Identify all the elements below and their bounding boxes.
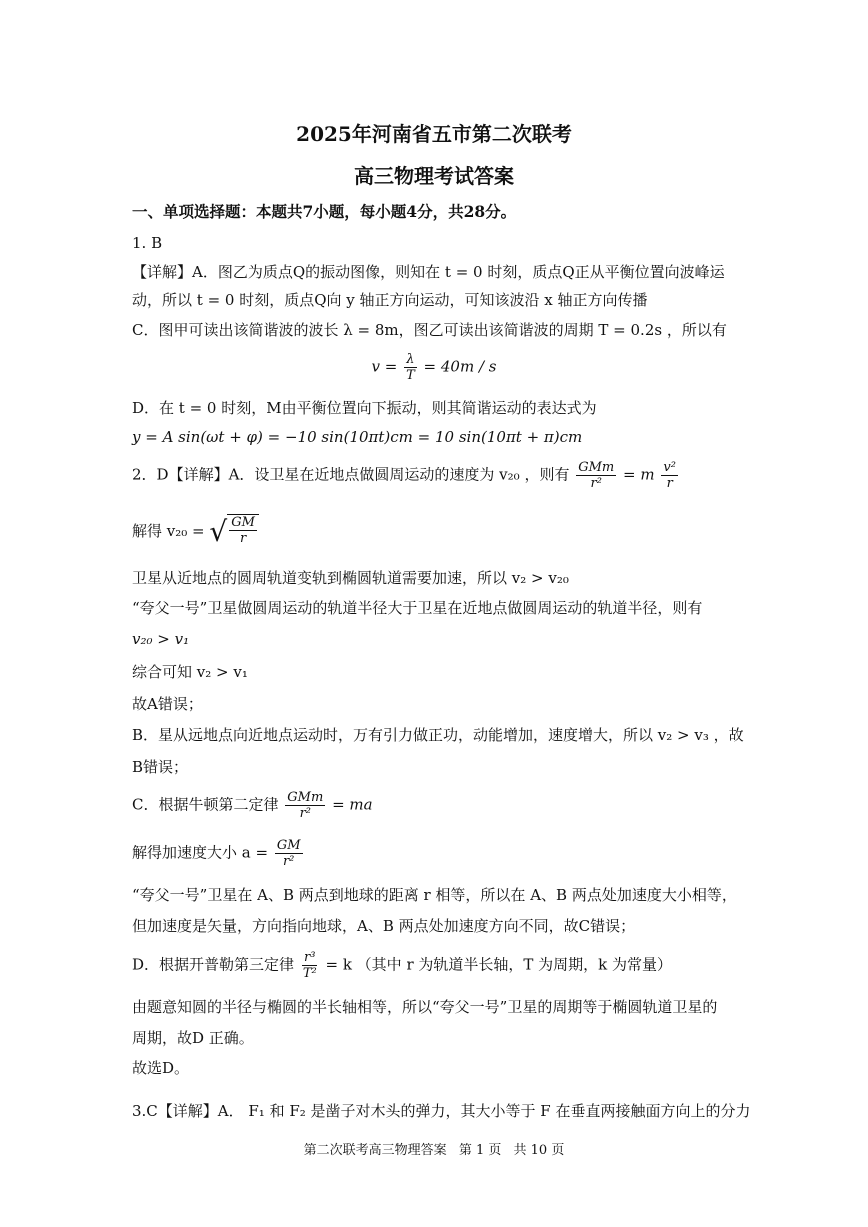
q1-line-3: C．图甲可读出该简谐波的波长 λ = 8m，图乙可读出该简谐波的周期 T = 0.2s ，所以有 xyxy=(132,321,727,339)
q2-l2-fraction xyxy=(229,515,257,550)
footer-text: 第二次联考高三物理答案 xyxy=(303,1143,447,1158)
q1-eq-rhs: = 40m / s xyxy=(423,357,497,376)
q1-eq-denominator: T xyxy=(406,368,415,383)
q1-eq-numerator: λ xyxy=(406,352,415,367)
q2-l14-fraction xyxy=(301,950,319,981)
q2-line-8: B．星从远地点向近地点运动时，万有引力做正功，动能增加，速度增大，所以 v₂ > v₃ ，故 xyxy=(132,726,744,744)
q1-line-2: 动，所以 t = 0 时刻，质点Q向 y 轴正方向运动，可知该波沿 x 轴正方向传播 xyxy=(132,291,648,309)
q2-l2-text: 解得 v₂₀ = xyxy=(132,522,205,540)
q2-l1-text: 2．D【详解】A．设卫星在近地点做圆周运动的速度为 v₂₀ ，则有 xyxy=(132,465,570,484)
q2-l1-mid: = m xyxy=(623,465,655,484)
q2-l1-f1-num: GMm xyxy=(578,460,615,475)
q2-l11-fraction xyxy=(275,838,303,869)
q1-line-4: D．在 t = 0 时刻，M由平衡位置向下振动，则其简谐运动的表达式为 xyxy=(132,399,597,417)
q2-l2-num: GM xyxy=(231,515,255,530)
q2-l1-f2-num: v² xyxy=(663,460,676,475)
q2-l14-post: = k （其中 r 为轨道半长轴，T 为周期，k 为常量） xyxy=(325,955,673,974)
q2-line-15: 由题意知圆的半径与椭圆的半长轴相等，所以“夸父一号”卫星的周期等于椭圆轨道卫星的 xyxy=(132,998,718,1016)
q2-l1-f2-den: r xyxy=(666,476,673,491)
q2-l10-text: C．根据牛顿第二定律 xyxy=(132,795,279,814)
q1-equation xyxy=(0,352,868,383)
q1-line-5: y = A sin(ωt + φ) = −10 sin(10πt)cm = 10 sin(10πt + π)cm xyxy=(132,428,583,446)
q2-line-4: “夸父一号”卫星做圆周运动的轨道半径大于卫星在近地点做圆周运动的轨道半径，则有 xyxy=(132,599,703,617)
q2-l1-fraction-2 xyxy=(661,460,678,491)
q2-l14-text: D．根据开普勒第三定律 xyxy=(132,955,295,974)
q2-l11-text: 解得加速度大小 a = xyxy=(132,843,269,862)
document-subtitle: 高三物理考试答案 xyxy=(354,164,514,188)
page-footer xyxy=(0,1139,868,1158)
q2-line-10 xyxy=(132,790,373,821)
q1-answer: 1. B xyxy=(132,234,163,252)
q2-l2-den: r xyxy=(239,531,247,546)
q2-l10-fraction xyxy=(285,790,325,821)
document-title: 2025年河南省五市第二次联考 xyxy=(296,122,572,146)
q3-line-1: 3.C【详解】A． F₁ 和 F₂ 是凿子对木头的弹力，其大小等于 F 在垂直两接触面方向上的分力 xyxy=(132,1102,751,1120)
q2-l14-num: r³ xyxy=(304,950,316,965)
q2-l1-f1-den: r² xyxy=(590,476,602,491)
q2-line-2 xyxy=(132,514,259,550)
q2-line-12: “夸父一号”卫星在 A、B 两点到地球的距离 r 相等，所以在 A、B 两点处加速度大小相等， xyxy=(132,886,737,904)
q2-line-7: 故A错误； xyxy=(132,695,203,713)
sqrt-icon: √ xyxy=(209,515,228,548)
q2-line-5: v₂₀ > v₁ xyxy=(132,630,190,648)
q2-l11-num: GM xyxy=(276,838,301,853)
q2-l10-num: GMm xyxy=(287,790,324,805)
q2-line-17: 故选D。 xyxy=(132,1059,190,1077)
q2-l11-den: r² xyxy=(282,854,295,869)
q2-l2-sqrt xyxy=(209,514,259,550)
q2-line-16: 周期，故D 正确。 xyxy=(132,1029,254,1047)
q2-l14-den: T² xyxy=(302,966,317,981)
section-heading: 一、单项选择题：本题共7小题，每小题4分，共28分。 xyxy=(132,202,517,221)
q2-line-14 xyxy=(132,950,672,981)
q2-line-13: 但加速度是矢量，方向指向地球，A、B 两点处加速度方向不同，故C错误； xyxy=(132,917,636,935)
q1-eq-lhs: v = xyxy=(371,357,398,376)
q1-eq-fraction xyxy=(404,352,417,383)
q2-line-11 xyxy=(132,838,305,869)
q2-line-3: 卫星从近地点的圆周轨道变轨到椭圆轨道需要加速，所以 v₂ > v₂₀ xyxy=(132,569,569,587)
footer-page-number: 第 1 页 xyxy=(458,1143,502,1158)
q2-l10-post: = ma xyxy=(332,795,373,814)
q2-line-9: B错误； xyxy=(132,758,189,776)
q2-l10-den: r² xyxy=(299,806,311,821)
footer-total-pages: 共 10 页 xyxy=(513,1143,565,1158)
q1-line-1: 【详解】A．图乙为质点Q的振动图像，则知在 t = 0 时刻，质点Q正从平衡位置向波峰运 xyxy=(132,263,725,281)
q2-line-6: 综合可知 v₂ > v₁ xyxy=(132,663,248,681)
q2-line-1 xyxy=(132,460,680,491)
q2-l1-fraction-1 xyxy=(576,460,616,491)
